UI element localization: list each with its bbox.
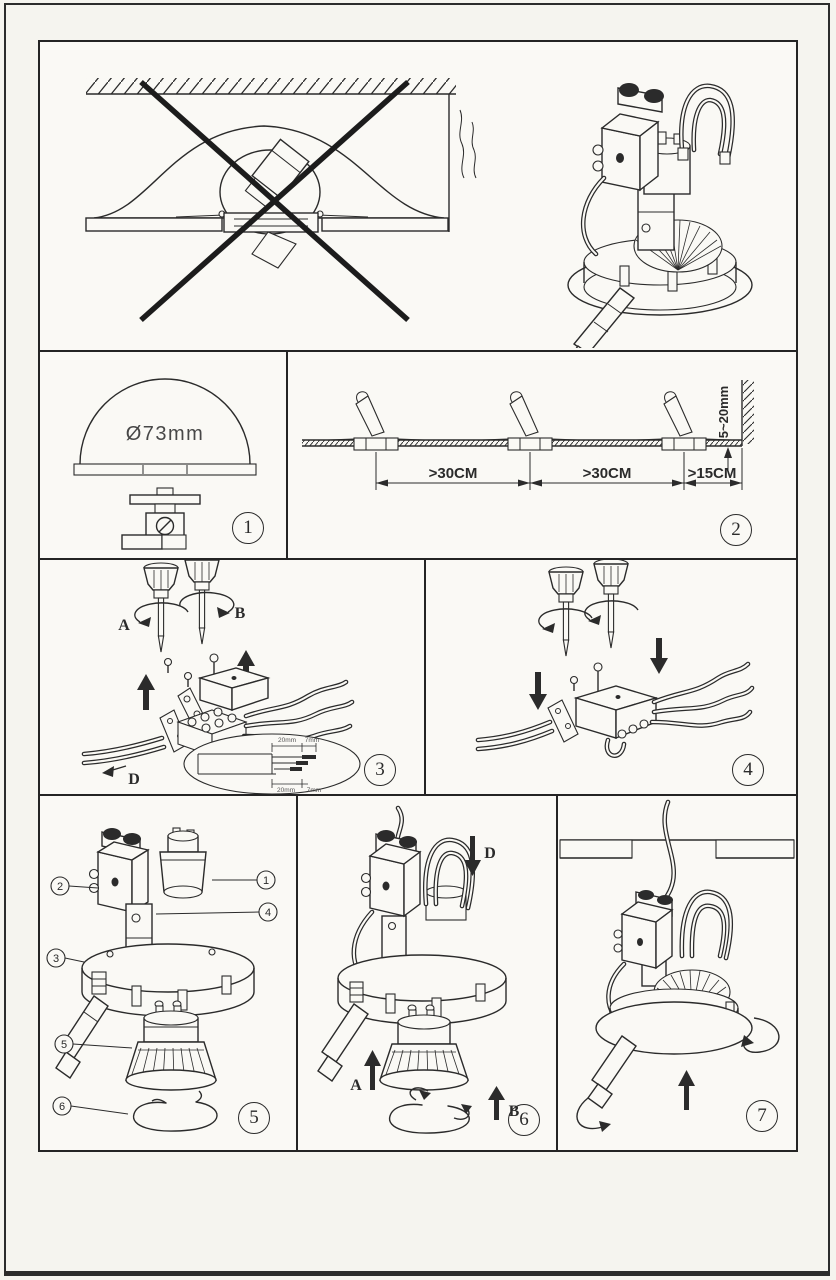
- spacing-label-1: >30CM: [428, 465, 478, 482]
- step-1-badge: 1: [232, 512, 264, 544]
- panel-step-7-mount-in-ceiling: [558, 796, 796, 1150]
- panel-step-4-close-terminal: [426, 560, 796, 794]
- insulation-warning-figure: [56, 66, 490, 342]
- step-4-badge: 4: [732, 754, 764, 786]
- callout-6: 6: [58, 1101, 66, 1113]
- loosen-direction-label: A: [118, 617, 130, 634]
- hole-diameter-label: Ø73mm: [125, 423, 205, 445]
- strip-core-top-label: 7mm: [304, 737, 320, 744]
- panel-step-3-wiring: [40, 560, 426, 794]
- ceiling-thickness-label: 5~20mm: [716, 385, 731, 439]
- panel-grid: [38, 40, 798, 1152]
- exploded-view-figure: [40, 796, 294, 1146]
- fixture-overview-figure: [532, 50, 784, 348]
- step-2-badge: 2: [720, 514, 752, 546]
- strip-sheath-bottom-label: 20mm: [276, 787, 296, 794]
- tighten-direction-label: B: [234, 605, 246, 622]
- callout-2: 2: [56, 881, 64, 893]
- callout-5: 5: [60, 1039, 68, 1051]
- step-7-badge: 7: [746, 1100, 778, 1132]
- clip-direction-label: B: [508, 1103, 520, 1120]
- panel-step-6-insert-lamp: [298, 796, 558, 1150]
- spacing-label-2: >30CM: [582, 465, 632, 482]
- push-direction-label: D: [484, 845, 496, 862]
- strip-sheath-top-label: 20mm: [277, 737, 297, 744]
- insert-lamp-figure: [298, 796, 556, 1146]
- step-6-badge: 6: [508, 1104, 540, 1136]
- panel-step-5-exploded-view: [40, 796, 298, 1150]
- step-5-badge: 5: [238, 1102, 270, 1134]
- callout-3: 3: [52, 953, 60, 965]
- insert-direction-label: A: [350, 1077, 362, 1094]
- step-3-badge: 3: [364, 754, 396, 786]
- cable-direction-label: D: [128, 771, 140, 788]
- panel-step-1-cutout: [40, 352, 288, 558]
- panel-step-2-spacing: [288, 352, 796, 558]
- panel-warning-overview: [40, 42, 796, 350]
- spacing-figure: [288, 352, 794, 558]
- mount-in-ceiling-figure: [558, 796, 796, 1146]
- spacing-label-3: >15CM: [687, 465, 737, 482]
- callout-4: 4: [264, 907, 272, 919]
- callout-1: 1: [262, 875, 270, 887]
- strip-core-bottom-label: 7mm: [306, 787, 322, 794]
